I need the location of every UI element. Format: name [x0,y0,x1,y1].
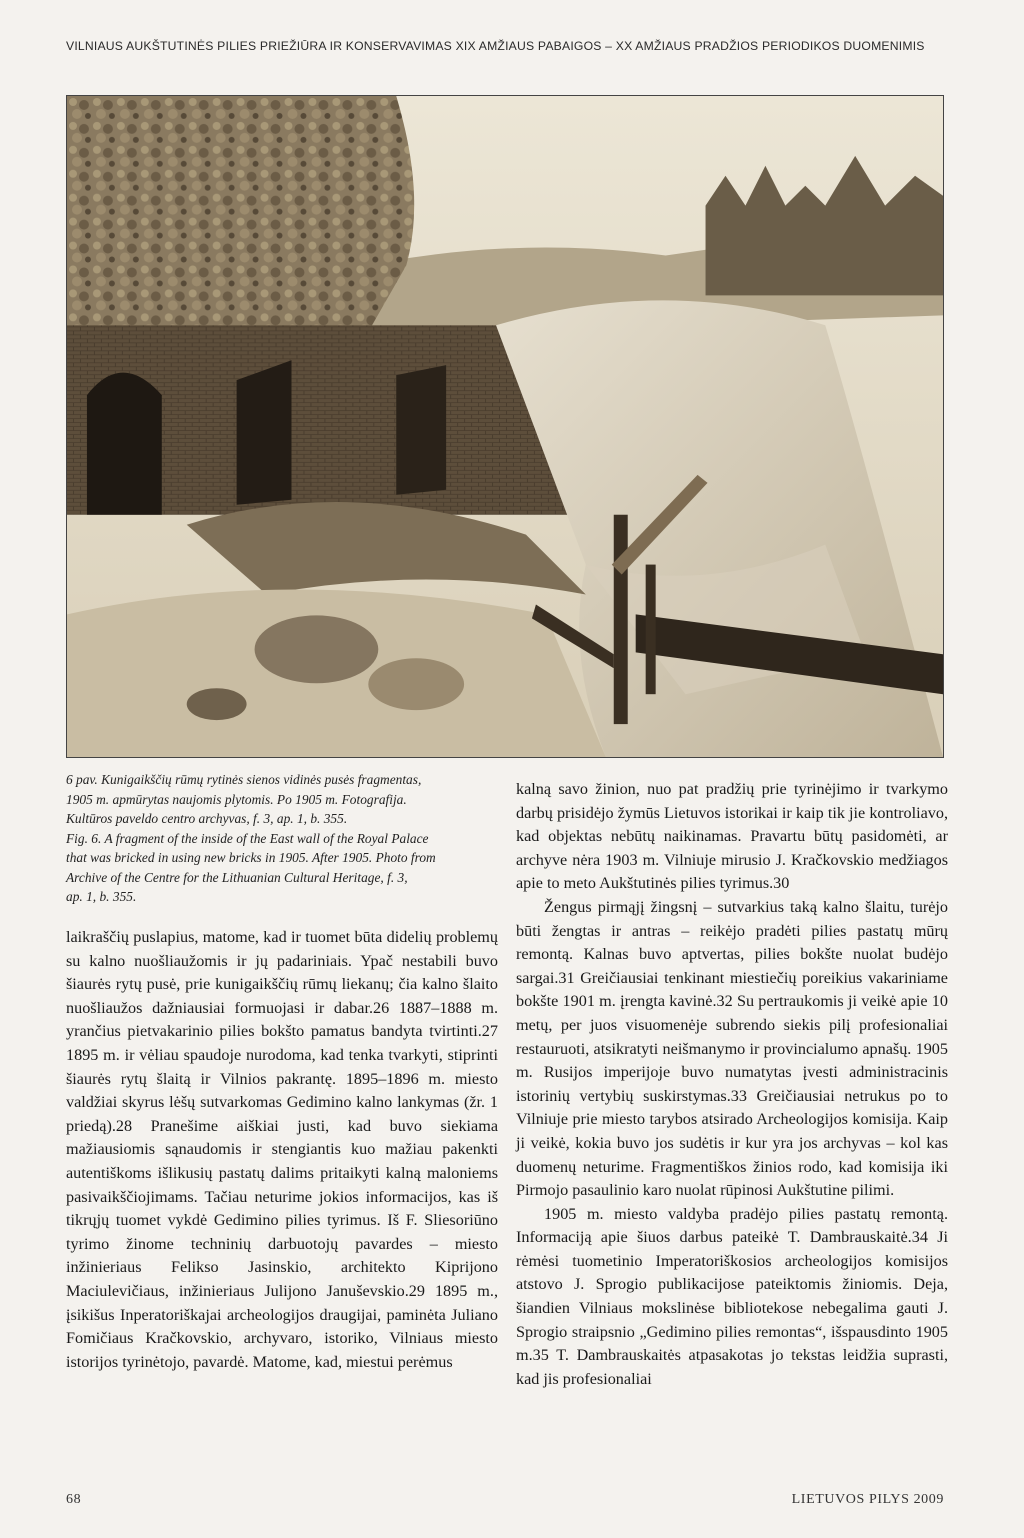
caption-line: 1905 m. apmūrytas naujomis plytomis. Po 1905 m. Fotografija. [66,791,407,807]
caption-line: Fig. 6. A fragment of the inside of the East wall of the Royal Palace [66,830,429,846]
paragraph: kalną savo žinion, nuo pat pradžių prie tyrinėjimo ir tvarkymo darbų prisidėjo žymūs Lietuvos istorikai ir kaip tik jie kontroliavo, kad objektas nebūtų naikinamas. Pravartu būtų pasidomėti, ar archyve nėra 1903 m. Vilniuje mirusio J. Kračkovskio medžiagos apie to meto Aukštutinės pilies tyrimus.30 [516,780,948,893]
figure-caption [66,770,506,907]
figure-photo [66,95,944,758]
page-number: 68 [66,1492,82,1507]
caption-line: that was bricked in using new bricks in 1905. After 1905. Photo from [66,850,436,865]
journal-name: LIETUVOS PILYS 2009 [791,1492,944,1507]
caption-line: 6 pav. Kunigaikščių rūmų rytinės sienos vidinės pusės fragmentas, [66,772,422,787]
caption-line: ap. 1, b. 355. [66,889,137,904]
left-column [66,926,498,1374]
paragraph: laikraščių puslapius, matome, kad ir tuomet būta didelių problemų su kalno nuošliaužomis ir jų padariniais. Ypač nestabili buvo šiaurės rytų pusė, prie kunigaikščių rūmų liekanų; čia kalno šlaito nuošliaužos dažniausiai formuojasi ir dabar.26 1887–1888 m. yrančius pietvakarinio pilies bokšto pamatus bandyta tvirtinti.27 1895 m. ir vėliau spaudoje nurodoma, kad tenka tvarkyti, stiprinti šiaurės rytų šlaitą ir Vilnios pakrantę. 1895–1896 m. miesto valdžiai skyrus lėšų sutvarkomas Gedimino kalno lankymas (žr. 1 priedą).28 Pranešime aiškiai justi, kad buvo siekiama mažiausiomis sąnaudomis ir stengiantis kuo mažiau pakenkti autentiškoms išlikusių pastatų dalims pritaikyti kalną maloniems pasivaikščiojimams. Tačiau neturime jokios informacijos, kas iš tikrųjų tuomet vykdė Gedimino pilies tyrimus. Iš F. Sliesoriūno tyrimo žinome techninių darbuotojų pavardes – miesto inžinieriaus Felikso Jasinskio, architekto Kiprijono Maciulevičiaus, inžinieriaus Julijono Januševskio.29 1895 m., įsikišus Inperatoriškajai archeologijos draugijai, paminėta Juliano Fomičiaus Kračkovskio, archyvaro, istoriko, Vilniaus miesto istorijos tyrinėtojo, pavardė. Matome, kad, miestui perėmus [66,928,498,1371]
running-head: VILNIAUS AUKŠTUTINĖS PILIES PRIEŽIŪRA IR KONSERVAVIMAS XIX AMŽIAUS PABAIGOS – XX AMŽIAUS PRADŽIOS PERIODIKOS DUOMENIMIS [66,39,925,53]
paragraph: 1905 m. miesto valdyba pradėjo pilies pastatų remontą. Informaciją apie šiuos darbus pateikė T. Dambrauskaitė.34 Ji rėmėsi tuometinio Imperatoriškosios archeologijos komisijos atstovo J. Sprogio publikacijose pateiktomis žiniomis. Deja, šiandien Vilniaus mokslinėse bibliotekose nebegalima gauti J. Sprogio straipsnio „Gedimino pilies remontas“, išspausdinto 1905 m.35 T. Dambrauskaitės atpasakotas jo tekstas leidžia suprasti, kad jis profesionaliai [516,1204,948,1388]
caption-line: Archive of the Centre for the Lithuanian Cultural Heritage, f. 3, [66,869,408,885]
ruins-photo-illustration [67,96,943,757]
paragraph: Žengus pirmąjį žingsnį – sutvarkius taką kalno šlaitu, turėjo būti žengtas ir antras – reikėjo pradėti pilies pastatų mūrų remontą. Kalnas buvo aptvertas, pilies bokšte nuolat budėjo sargai.31 Greičiausiai tenkinant miestiečių poreikius vakariniame bokšte 1901 m. įrengta kavinė.32 Su pertraukomis ji veikė apie 10 metų, per juos visuomenėje subrendo siekis pilį profesionaliai restauruoti, atsikratyti neišmanymo ir provincialumo apnašų. 1905 m. Rusijos imperijoje buvo numatytas įvesti administracinis istorinių vertybių suskirstymas.33 Greičiausiai netrukus po to Vilniuje prie miesto tarybos atsirado Archeologijos komisija. Kaip ji veikė, kokia buvo jos sudėtis ir kur yra jos archyvas – kol kas duomenų neturime. Fragmentiškos žinios rodo, kad komisija iki Pirmojo pasaulinio karo nuolat rūpinosi Aukštutine pilimi. [516,897,948,1200]
right-column [516,778,948,1391]
caption-line: Kultūros paveldo centro archyvas, f. 3, ap. 1, b. 355. [66,811,348,826]
